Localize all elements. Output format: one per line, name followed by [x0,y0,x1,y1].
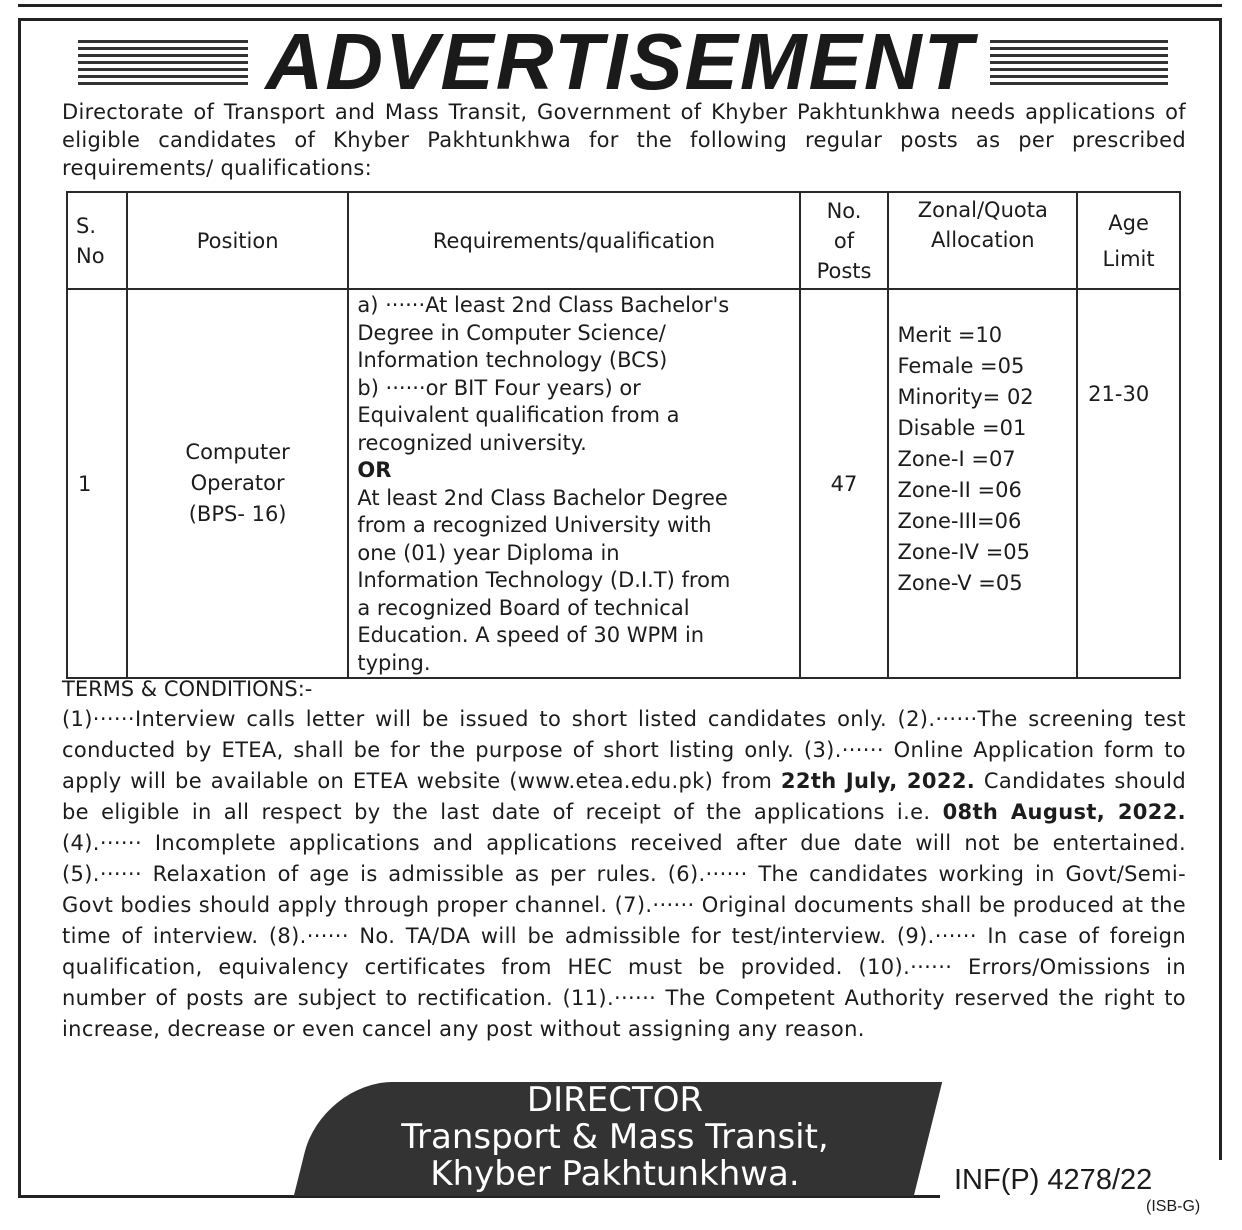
posts-table [66,191,1181,679]
header-posts-line2: of [833,228,855,253]
table-header-row [67,192,1180,289]
header-allocation-line2: Allocation [931,228,1035,252]
req-line: one (01) year Diploma in [357,540,620,565]
allocation-item: Zone-IV =05 [897,540,1031,564]
req-line: Degree in Computer Science/ [357,320,666,345]
cell-allocation [888,289,1077,678]
allocation-item: Zone-III=06 [897,509,1022,533]
req-line: a recognized Board of technical [357,595,690,620]
header-allocation [888,192,1077,289]
cell-age [1077,289,1180,678]
position-line2: Operator [190,471,285,495]
signature-title: DIRECTOR [526,1080,704,1120]
header-sno-line1: S. [76,213,97,238]
allocation-item: Disable =01 [897,416,1027,440]
signature-block [330,1082,900,1193]
position-line3: (BPS- 16) [188,502,287,526]
cell-sno: 1 [67,289,127,678]
table-row [67,289,1180,678]
req-line: At least 2nd Class Bachelor Degree [357,485,728,510]
application-open-date: 22th July, 2022. [780,769,976,793]
allocation-item: Merit =10 [897,323,1003,347]
cell-posts: 47 [800,289,889,678]
header-posts [800,192,889,289]
page-title: ADVERTISEMENT [265,17,975,106]
header-sno [67,192,127,289]
req-line: Information technology (BCS) [357,348,668,372]
allocation-item: Female =05 [897,354,1025,378]
req-line: b) ······or BIT Four years) or [357,375,641,400]
cell-requirements [348,289,799,678]
reference-subcode: (ISB-G) [1146,1198,1201,1215]
terms-text-3: (4).······ Incomplete applications and applications received after due date will not be entertained. (5).······ Relaxation of age is admissible as per rules. (6).······ The candidates working in Govt/Semi-Govt bodies should apply through proper channel. (7).······ Original documents shall be produced at the time of interview. (8).······ No. TA/DA will be admissible for test/interview. (9).······ In case of foreign qualification, equivalency certificates from HEC must be provided. (10).······ Errors/Omissions in number of posts are subject to rectification. (11).······ The Competent Authority reserved the right to increase, decrease or even cancel any post without assigning any reason. [62,831,1186,1041]
title-decoration-left [78,40,248,86]
header-posts-line3: Posts [816,258,872,283]
reference-code: INF(P) 4278/22 [940,1160,1222,1200]
position-line1: Computer [185,440,290,464]
req-line: from a recognized University with [357,513,712,537]
signature-province: Khyber Pakhtunkhwa. [430,1154,800,1194]
allocation-item: Minority= 02 [897,385,1034,409]
cell-position [127,289,348,678]
req-line: Education. A speed of 30 WPM in [357,623,705,647]
terms-text-1: (1)······Interview calls letter will be issued to short listed candidates only. (2).······The screening test conducted by ETEA, shall be for the purpose of short listing only. (3).······ Online Application form to apply will be available on ETEA website (www.etea.edu.pk) from [62,707,1186,793]
allocation-item: Zone-II =06 [897,478,1022,502]
req-line: Equivalent qualification from a [357,403,680,427]
req-or-text: OR [357,458,392,482]
header-position: Position [127,192,348,289]
allocation-item: Zone-V =05 [897,571,1023,595]
title-decoration-right [990,40,1168,86]
header-posts-line1: No. [826,198,862,223]
header-sno-line2: No [76,243,105,268]
header-age [1077,192,1180,289]
req-line: Information Technology (D.I.T) from [357,568,731,592]
application-last-date: 08th August, 2022. [942,800,1187,824]
age-value: 21-30 [1088,382,1150,406]
terms-text-2: Candidates should be eligible in all respect by the last date of receipt of the applications i.e. [62,769,1187,824]
req-line: recognized university. [357,430,587,455]
intro-paragraph: Directorate of Transport and Mass Transit, Government of Khyber Pakhtunkhwa needs applications of eligible candidates of Khyber Pakhtunkhwa for the following regular posts as per prescribed requirements/ qualifications: [62,100,1186,180]
terms-body [62,704,1186,1045]
header-age-line1: Age [1108,210,1149,235]
req-line: a) ······At least 2nd Class Bachelor's [357,293,730,317]
header-allocation-line1: Zonal/Quota [917,198,1048,222]
req-line: typing. [357,650,431,675]
allocation-item: Zone-I =07 [897,447,1016,471]
signature-department: Transport & Mass Transit, [401,1117,829,1157]
req-or [357,457,790,485]
header-age-line2: Limit [1102,246,1155,271]
top-rule [18,4,1222,7]
header-requirements: Requirements/qualification [348,192,799,289]
terms-heading: TERMS & CONDITIONS:- [62,677,313,701]
